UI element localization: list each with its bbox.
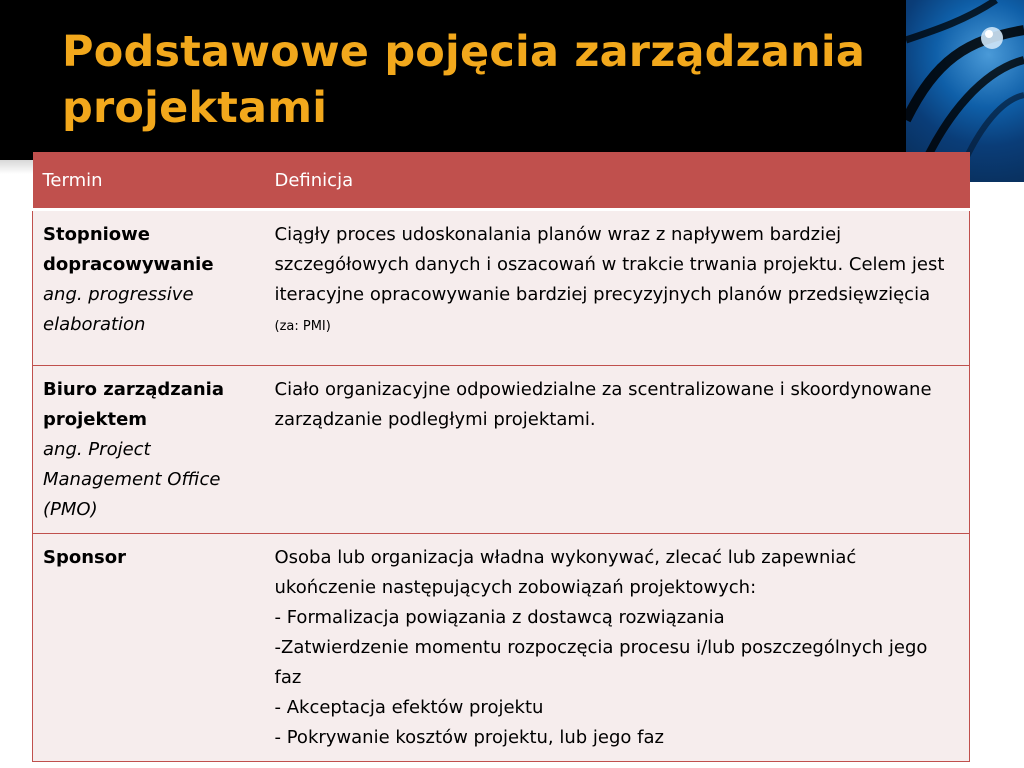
- definition-cell: [265, 534, 970, 762]
- term-english: ang. Project Management Office (PMO): [43, 439, 221, 520]
- term-name: Biuro zarządzania projektem: [43, 379, 224, 430]
- definition-line: Osoba lub organizacja władna wykonywać, zlecać lub zapewniać ukończenie następujących zobowiązań projektowych:: [274, 547, 857, 598]
- definition-line: - Akceptacja efektów projektu: [274, 697, 544, 718]
- definition-line: - Formalizacja powiązania z dostawcą rozwiązania: [274, 607, 725, 628]
- definition-source: (za: PMI): [274, 319, 331, 334]
- table-header-row: [33, 152, 970, 210]
- term-cell: [33, 534, 265, 762]
- column-header-definition: Definicja: [265, 152, 970, 210]
- slide-title: Podstawowe pojęcia zarządzania projektami: [62, 27, 866, 133]
- term-english: ang. progressive elaboration: [43, 284, 194, 335]
- column-header-term: Termin: [33, 152, 265, 210]
- definition-text: Ciągły proces udoskonalania planów wraz z napływem bardziej szczegółowych danych i oszacowań w trakcie trwania projektu. Celem jest iteracyjne opracowywanie bardziej precyzyjnych planów przedsięwzięcia: [274, 224, 945, 305]
- term-cell: [33, 366, 265, 534]
- table-row: [33, 534, 970, 762]
- definition-text: Ciało organizacyjne odpowiedzialne za scentralizowane i skoordynowane zarządzanie podległymi projektami.: [274, 379, 932, 430]
- table-row: [33, 366, 970, 534]
- term-name: Stopniowe dopracowywanie: [43, 224, 214, 275]
- definition-cell: [265, 210, 970, 366]
- terms-table: [32, 152, 970, 762]
- term-cell: [33, 210, 265, 366]
- definition-line: - Pokrywanie kosztów projektu, lub jego faz: [274, 727, 664, 748]
- definition-line: -Zatwierdzenie momentu rozpoczęcia procesu i/lub poszczególnych jego faz: [274, 637, 928, 688]
- definition-cell: [265, 366, 970, 534]
- table-row: [33, 210, 970, 366]
- term-name: Sponsor: [43, 547, 126, 568]
- slide-header: [0, 0, 1024, 160]
